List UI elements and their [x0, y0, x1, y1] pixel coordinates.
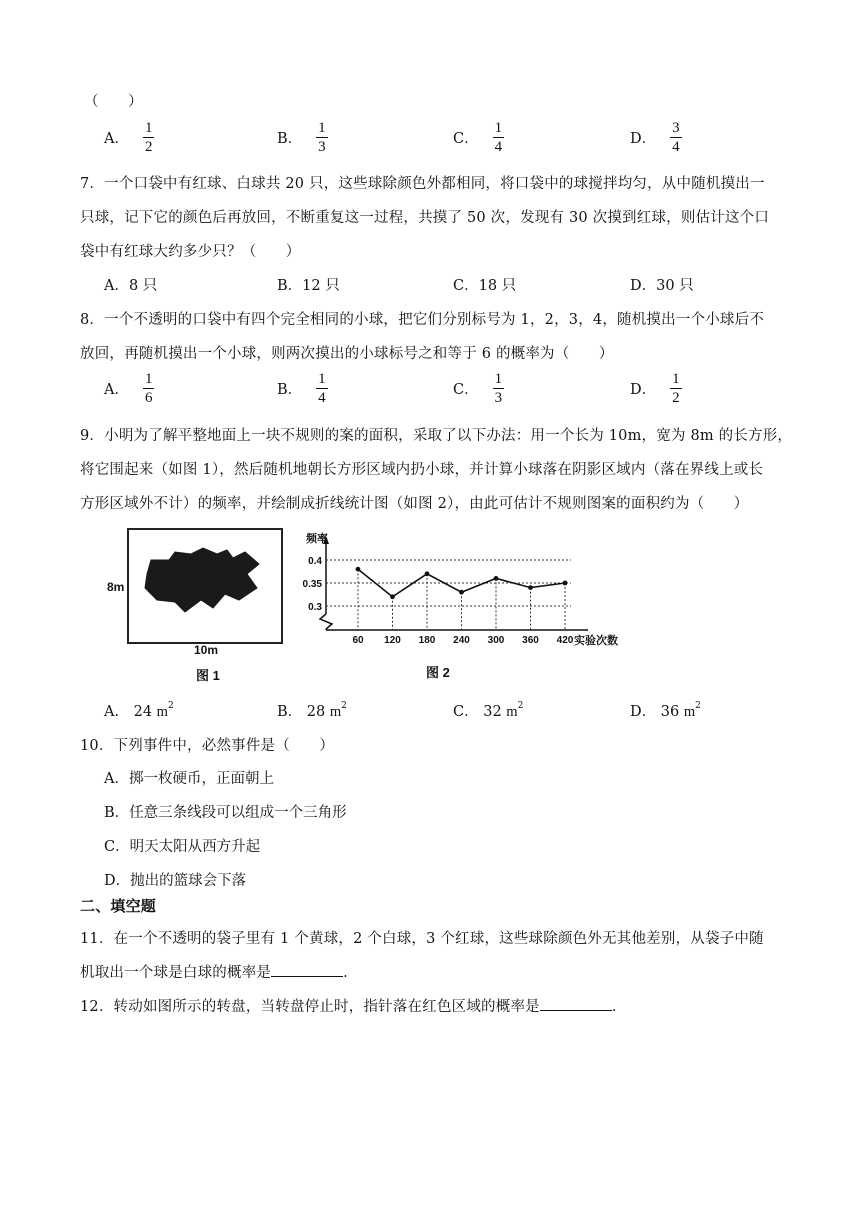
data-point	[356, 567, 361, 572]
q8-line-2: 放回，再随机摸出一个小球，则两次摸出的小球标号之和等于 6 的概率为（ ）	[80, 346, 614, 362]
q6-option-b	[277, 119, 328, 156]
q11-line-2	[80, 961, 348, 982]
x-tick-label: 120	[384, 635, 401, 646]
x-tick-label: 180	[418, 635, 436, 646]
option-unit: m	[683, 704, 696, 720]
q12-answer-blank[interactable]	[540, 996, 612, 1011]
option-label: A．	[104, 131, 129, 147]
option-label: A．	[104, 382, 129, 398]
data-point	[494, 576, 499, 581]
option-label: D．	[630, 131, 657, 147]
option-value: 28	[306, 704, 326, 720]
q9-option-b	[277, 700, 347, 721]
option-label: C．	[453, 131, 479, 147]
q12-line	[80, 995, 617, 1016]
option-label: C．	[453, 382, 479, 398]
q10-option-c: C．明天太阳从西方升起	[104, 839, 261, 855]
y-tick-label: 0.4	[308, 556, 322, 567]
x-tick-label: 360	[522, 635, 539, 646]
q9-line-1: 9．小明为了解平整地面上一块不规则的案的面积，采取了以下办法：用一个长为 10m，宽为 8m 的长方形，	[80, 428, 793, 444]
data-point	[563, 581, 568, 586]
data-point	[425, 571, 430, 576]
q6-option-a	[104, 119, 154, 156]
option-label: B．	[277, 131, 303, 147]
q7-option-c: C．18 只	[453, 278, 517, 294]
x-tick-label: 420	[556, 635, 574, 646]
fraction: $\frac{1}{3}$	[318, 120, 326, 155]
option-unit: m	[329, 704, 342, 720]
x-axis-label: 实验次数	[574, 635, 618, 647]
q9-option-d	[630, 700, 701, 721]
q12-text: 12．转动如图所示的转盘，当转盘停止时，指针落在红色区域的概率是	[80, 999, 540, 1015]
q10-option-a: A．掷一枚硬币，正面朝上	[104, 771, 274, 787]
fraction: $\frac{3}{4}$	[672, 120, 680, 155]
data-point	[528, 585, 533, 590]
option-unit: m	[156, 704, 168, 720]
q7-option-a: A．8 只	[104, 278, 158, 294]
q7-option-b: B．12 只	[277, 278, 340, 294]
section-title: 二、填空题	[80, 897, 157, 915]
q6-option-d	[630, 119, 682, 156]
q9-line-3: 方形区域外不计）的频率，并绘制成折线统计图（如图 2），由此可估计不规则图案的面积约为（ ）	[80, 496, 749, 512]
y-tick-label: 0.3	[308, 602, 322, 613]
q6-paren: （ ）	[84, 94, 143, 110]
q7-line-3: 袋中有红球大约多少只？（ ）	[80, 244, 301, 260]
fraction: $\frac{1}{3}$	[494, 371, 503, 406]
q11-period: .	[343, 965, 348, 981]
option-value: 24	[133, 704, 153, 720]
option-exponent: 2	[167, 701, 174, 711]
q6-option-c	[453, 119, 504, 156]
option-label: D．	[630, 704, 657, 720]
q11-answer-blank[interactable]	[271, 962, 343, 977]
option-label: B．	[277, 382, 303, 398]
q8-line-1: 8．一个不透明的口袋中有四个完全相同的小球，把它们分别标号为 1，2，3，4，随机摸出一个小球后不	[80, 312, 765, 328]
q8-option-a	[104, 370, 154, 407]
q7-line-2: 只球，记下它的颜色后再放回，不断重复这一过程，共摸了 50 次，发现有 30 次摸到红球，则估计这个口	[80, 210, 770, 226]
q10-stem: 10．下列事件中，必然事件是（ ）	[80, 738, 335, 754]
q11-line-2-text: 机取出一个球是白球的概率是	[80, 965, 272, 981]
fig1-width-label: 10m	[194, 643, 219, 657]
q8-option-c	[453, 370, 504, 407]
q8-option-d	[630, 370, 682, 407]
x-tick-label: 60	[352, 635, 364, 646]
option-label: D．	[630, 382, 657, 398]
axis-break	[320, 614, 332, 629]
q8-option-b	[277, 370, 328, 407]
y-axis-label: 频率	[306, 533, 328, 545]
option-exponent: 2	[695, 701, 701, 711]
irregular-shape	[129, 530, 281, 642]
figure-1-rectangle	[127, 528, 283, 644]
q10-option-d: D．抛出的篮球会下落	[104, 873, 247, 889]
fraction: $\frac{1}{6}$	[144, 371, 153, 406]
x-tick-label: 240	[453, 635, 470, 646]
fraction: $\frac{1}{2}$	[672, 371, 680, 406]
fraction: $\frac{1}{4}$	[318, 371, 326, 406]
fig1-height-label: 8m	[107, 580, 125, 594]
q7-line-1: 7．一个口袋中有红球、白球共 20 只，这些球除颜色外都相同，将口袋中的球搅拌均匀，从中随机摸出一	[80, 176, 765, 192]
q7-option-d: D．30 只	[630, 278, 694, 294]
x-tick-label: 300	[487, 635, 505, 646]
fig1-caption: 图 1	[196, 668, 220, 683]
q10-option-b: B．任意三条线段可以组成一个三角形	[104, 805, 347, 821]
q12-period: .	[611, 999, 617, 1015]
q9-option-a	[104, 700, 174, 721]
option-unit: m	[506, 704, 518, 720]
option-label: C．	[453, 704, 479, 720]
data-point	[459, 590, 464, 595]
fig2-caption: 图 2	[426, 665, 450, 680]
q9-line-2: 将它围起来（如图 1），然后随机地朝长方形区域内扔小球，并计算小球落在阴影区域内（落在界线上或长	[80, 462, 764, 478]
option-label: A．	[104, 704, 129, 720]
fraction: $\frac{1}{2}$	[144, 120, 153, 155]
option-exponent: 2	[517, 701, 524, 711]
q9-option-c	[453, 700, 523, 721]
y-tick-label: 0.35	[302, 579, 322, 590]
option-value: 32	[483, 704, 502, 720]
option-exponent: 2	[341, 701, 347, 711]
option-label: B．	[277, 704, 303, 720]
data-point	[390, 594, 395, 599]
fraction: $\frac{1}{4}$	[494, 120, 503, 155]
q11-line-1: 11．在一个不透明的袋子里有 1 个黄球，2 个白球，3 个红球，这些球除颜色外无其他差别，从袋子中随	[80, 931, 764, 947]
option-value: 36	[660, 704, 680, 720]
